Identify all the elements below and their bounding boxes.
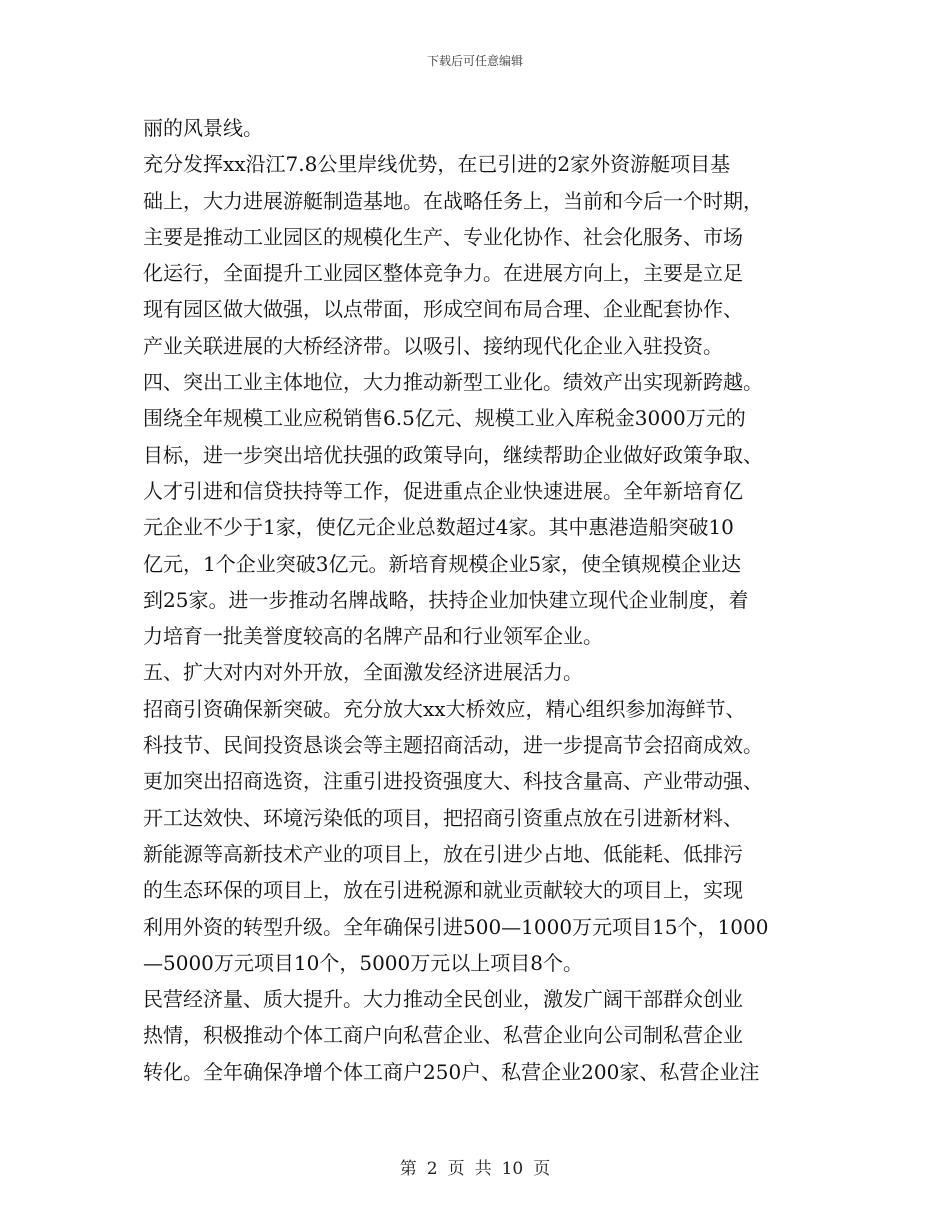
text-line: 亿元，1个企业突破3亿元。新培育规模企业5家，使全镇规模企业达 (143, 551, 742, 576)
text-line: 利用外资的转型升级。全年确保引进500—1000万元项目15个，1000 (143, 914, 769, 939)
text-line: 开工达效快、环境污染低的项目，把招商引资重点放在引进新材料、 (143, 805, 743, 830)
page-header: 下载后可任意编辑 (426, 54, 523, 68)
footer-page-word: 页 (447, 1159, 465, 1179)
text-line: 更加突出招商选资，注重引进投资强度大、科技含量高、产业带动强、 (143, 769, 763, 794)
text-line: —5000万元项目10个，5000万元以上项目8个。 (143, 950, 583, 975)
text-line: 的生态环保的项目上，放在引进税源和就业贡献较大的项目上，实现 (143, 878, 743, 903)
text-line: 围绕全年规模工业应税销售6.5亿元、规模工业入库税金3000万元的 (143, 406, 746, 431)
text-line: 丽的风景线。 (143, 116, 263, 140)
document-body (143, 110, 823, 1090)
text-line: 目标，进一步突出培优扶强的政策导向，继续帮助企业做好政策争取、 (143, 442, 763, 467)
section-heading-line: 四、突出工业主体地位，大力推动新型工业化。绩效产出实现新跨越。 (143, 370, 763, 395)
text-line: 础上，大力进展游艇制造基地。在战略任务上，当前和今后一个时期， (143, 188, 763, 213)
text-line: 主要是推动工业园区的规模化生产、专业化协作、社会化服务、市场 (143, 224, 743, 249)
total-pages-number: 10 (501, 1159, 524, 1179)
text-line: 科技节、民间投资恳谈会等主题招商活动，进一步提高节会招商成效。 (143, 733, 763, 758)
text-line: 热情，积极推动个体工商户向私营企业、私营企业向公司制私营企业 (143, 1023, 743, 1048)
page-footer (0, 1154, 950, 1179)
text-line: 新能源等高新技术产业的项目上，放在引进少占地、低能耗、低排污 (143, 841, 743, 866)
text-line: 化运行，全面提升工业园区整体竞争力。在进展方向上，主要是立足 (143, 261, 743, 286)
footer-suffix: 页 (533, 1159, 551, 1179)
footer-total-word: 共 (474, 1159, 492, 1179)
text-line: 产业关联进展的大桥经济带。以吸引、接纳现代化企业入驻投资。 (143, 333, 723, 358)
section-heading-line: 五、扩大对内对外开放，全面激发经济进展活力。 (143, 660, 583, 685)
text-line: 元企业不少于1家，使亿元企业总数超过4家。其中惠港造船突破10 (143, 515, 734, 540)
text-line: 转化。全年确保净增个体工商户250户、私营企业200家、私营企业注 (143, 1059, 760, 1084)
text-line: 充分发挥xx沿江7.8公里岸线优势，在已引进的2家外资游艇项目基 (143, 152, 731, 177)
footer-prefix: 第 (399, 1159, 417, 1179)
text-line: 民营经济量、质大提升。大力推动全民创业，激发广阔干部群众创业 (143, 987, 743, 1012)
text-line: 力培育一批美誉度较高的名牌产品和行业领军企业。 (143, 624, 603, 649)
current-page-number: 2 (426, 1159, 438, 1179)
text-line: 到25家。进一步推动名牌战略，扶持企业加快建立现代企业制度，着 (143, 587, 749, 612)
text-line: 人才引进和信贷扶持等工作，促进重点企业快速进展。全年新培育亿 (143, 478, 743, 503)
text-line: 现有园区做大做强，以点带面，形成空间布局合理、企业配套协作、 (143, 297, 743, 322)
text-line: 招商引资确保新突破。充分放大xx大桥效应，精心组织参加海鲜节、 (143, 696, 746, 721)
